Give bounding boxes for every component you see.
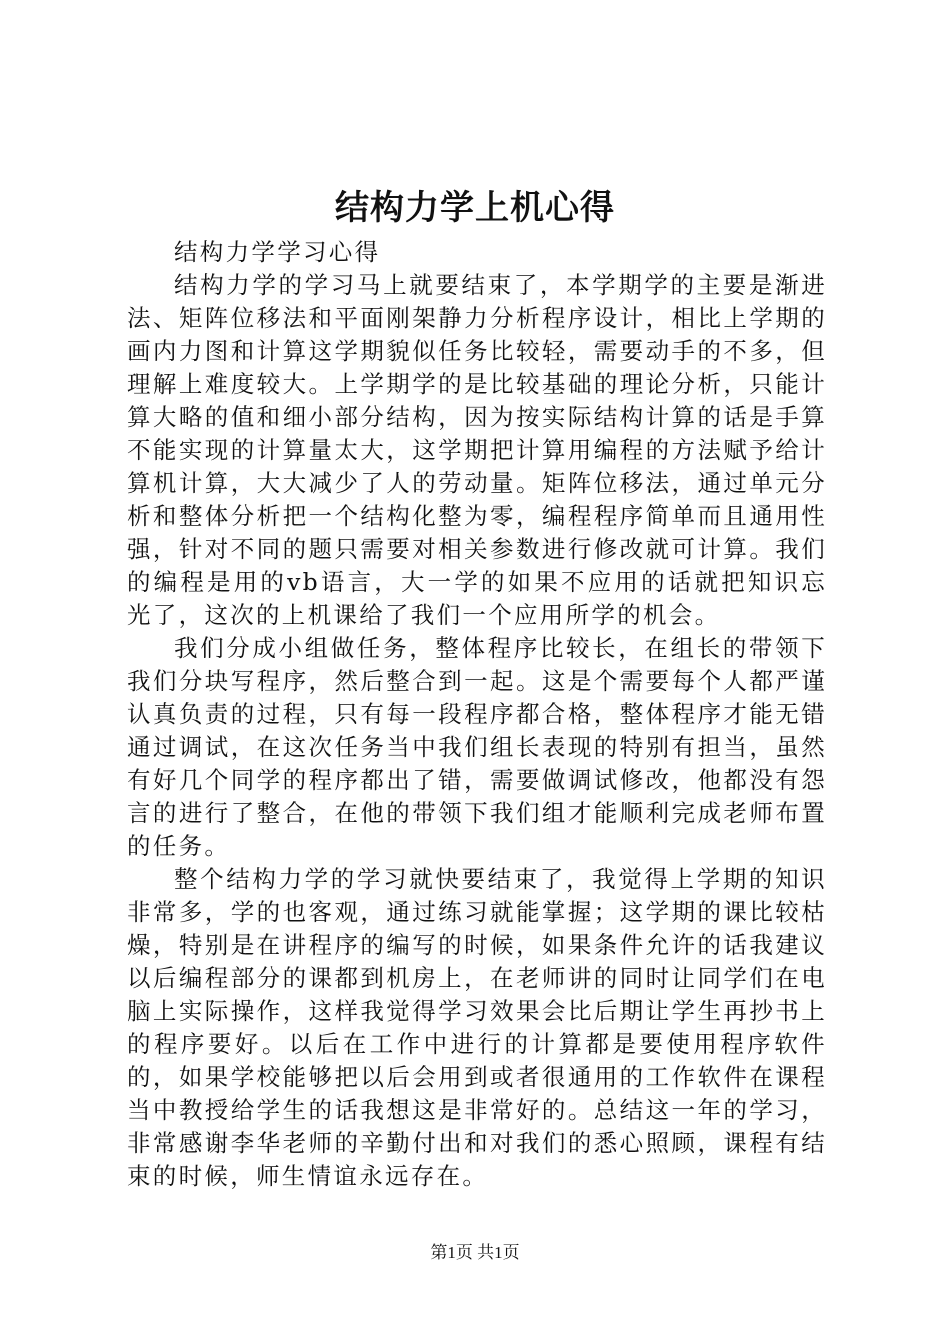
paragraph: 我们分成小组做任务，整体程序比较长，在组长的带领下我们分块写程序，然后整合到一起。这是个需要每个人都严谨认真负责的过程，只有每一段程序都合格，整体程序才能无错通过调试，在这次任务当中我们组长表现的特别有担当，虽然有好几个同学的程序都出了错，需要做调试修改，他都没有怨言的进行了整合，在他的带领下我们组才能顺利完成老师布置的任务。	[127, 634, 827, 860]
paragraph: 结构力学的学习马上就要结束了，本学期学的主要是渐进法、矩阵位移法和平面刚架静力分析程序设计，相比上学期的画内力图和计算这学期貌似任务比较轻，需要动手的不多，但理解上难度较大。上学期学的是比较基础的理论分析，只能计算大略的值和细小部分结构，因为按实际结构计算的话是手算不能实现的计算量太大，这学期把计算用编程的方法赋予给计算机计算，大大减少了人的劳动量。矩阵位移法，通过单元分析和整体分析把一个结构化整为零，编程程序简单而且通用性强，针对不同的题只需要对相关参数进行修改就可计算。我们的编程是用的vb语言，大一学的如果不应用的话就把知识忘光了，这次的上机课给了我们一个应用所学的机会。	[127, 271, 827, 629]
document-title: 结构力学上机心得	[335, 188, 615, 228]
document-subtitle: 结构力学学习心得	[174, 238, 381, 266]
document-body	[127, 236, 827, 1193]
paragraph: 整个结构力学的学习就快要结束了，我觉得上学期的知识非常多，学的也客观，通过练习就能掌握；这学期的课比较枯燥，特别是在讲程序的编写的时候，如果条件允许的话我建议以后编程部分的课都到机房上，在老师讲的同时让同学们在电脑上实际操作，这样我觉得学习效果会比后期让学生再抄书上的程序要好。以后在工作中进行的计算都是要使用程序软件的，如果学校能够把以后会用到或者很通用的工作软件在课程当中教授给学生的话我想这是非常好的。总结这一年的学习，非常感谢李华老师的辛勤付出和对我们的悉心照顾，课程有结束的时候，师生情谊永远存在。	[127, 865, 827, 1190]
page-number-footer: 第1页 共1页	[430, 1243, 520, 1262]
